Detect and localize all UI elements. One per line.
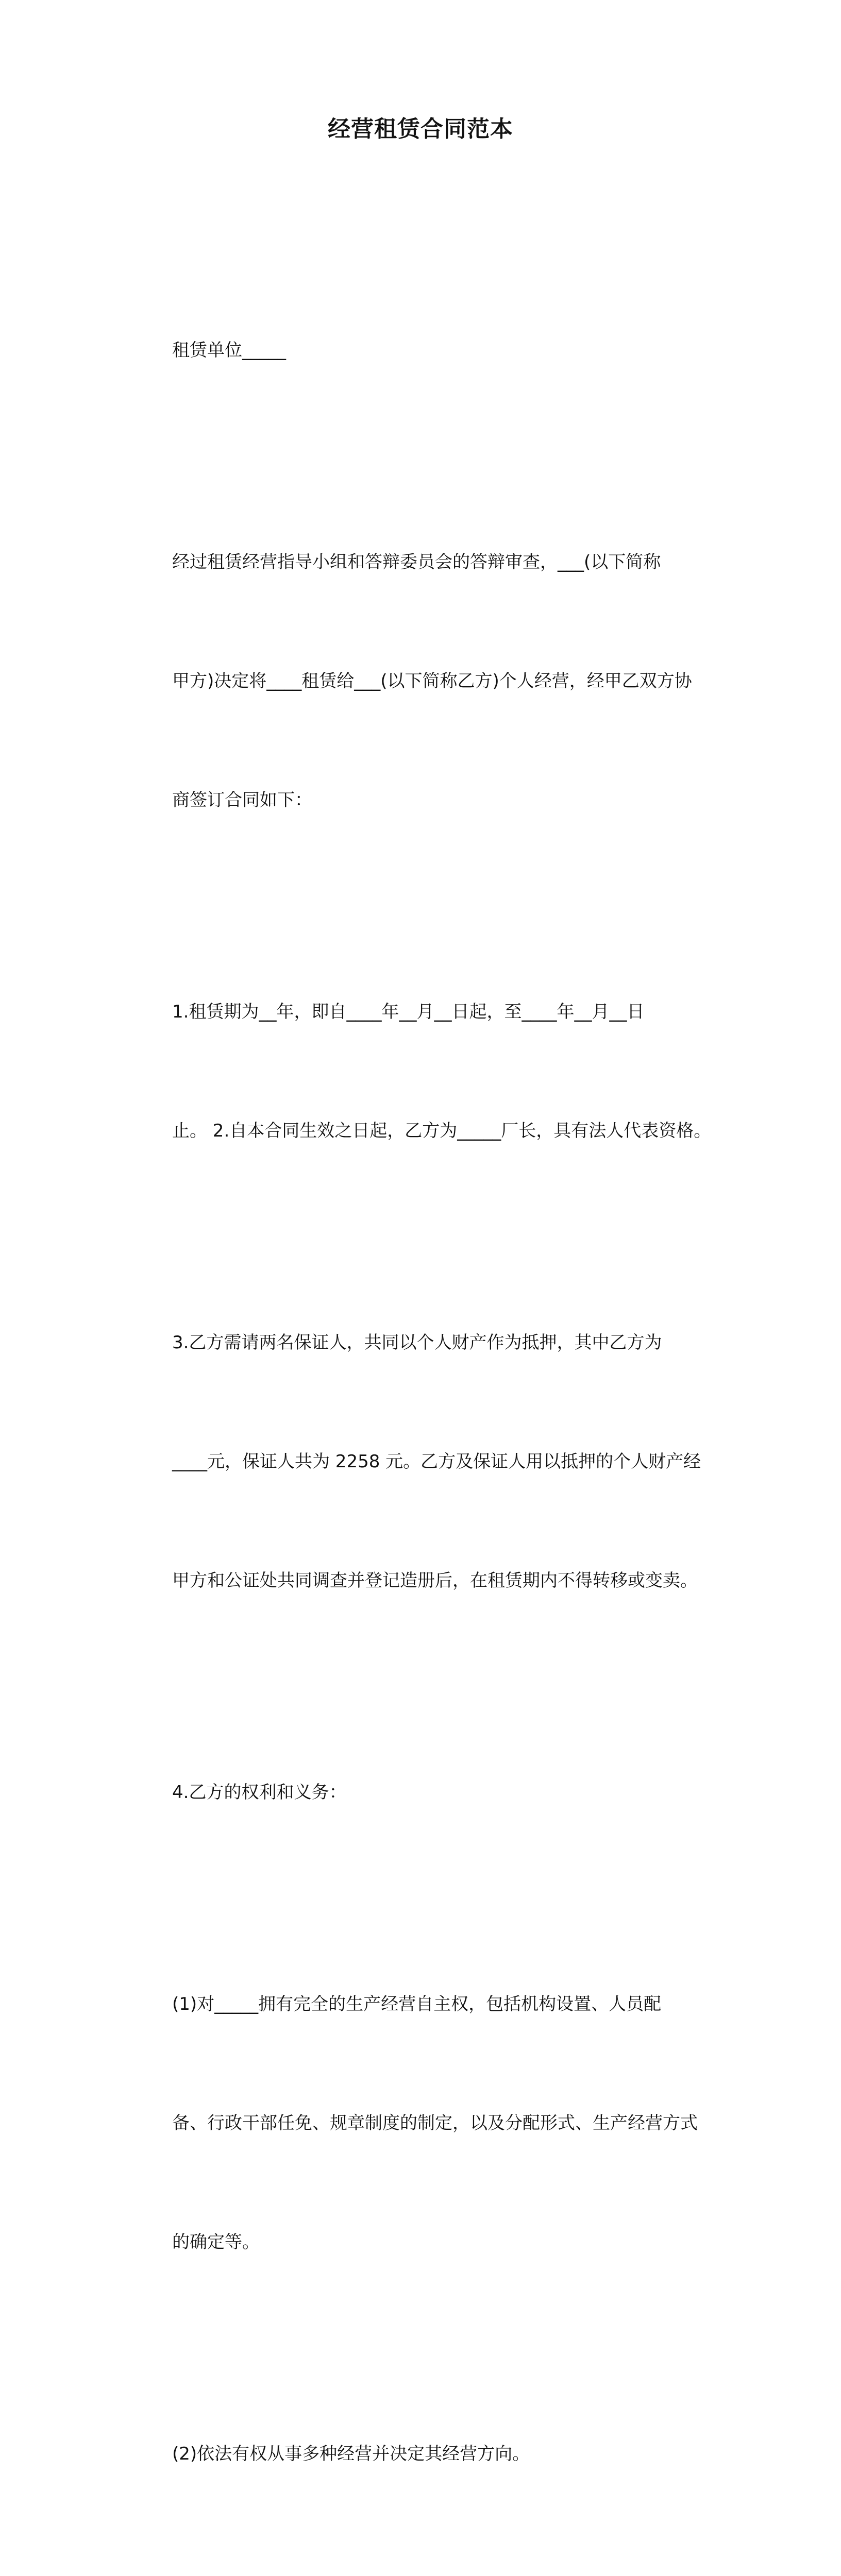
text-line: 的确定等。: [172, 2232, 260, 2252]
text-line: 经过租赁经营指导小组和答辩委员会的答辩审查，___(以下简称: [172, 552, 661, 572]
paragraph-intro: [124, 463, 716, 900]
paragraph-item-3-4: [124, 2567, 716, 2576]
text-line: ____元，保证人共为 2258 元。乙方及保证人用以抵押的个人财产经: [172, 1451, 701, 1472]
paragraph-clause-1-2: [124, 913, 716, 1230]
paragraph-lessee-unit: [124, 251, 716, 450]
text-line: (2)依法有权从事多种经营并决定其经营方向。: [172, 2444, 530, 2464]
paragraph-clause-4: [124, 1693, 716, 1892]
paragraph-item-2: [124, 2355, 716, 2553]
paragraph-item-1: [124, 1905, 716, 2342]
text-line: 备、行政干部任免、规章制度的制定，以及分配形式、生产经营方式: [172, 2113, 698, 2133]
text-line: (1)对_____拥有完全的生产经营自主权，包括机构设置、人员配: [172, 1994, 662, 2014]
text-line: 1.租赁期为__年，即自____年__月__日起，至____年__月__日: [172, 1002, 645, 1022]
text-line: 止。 2.自本合同生效之日起，乙方为_____厂长，具有法人代表资格。: [172, 1121, 712, 1141]
text-line: 甲方)决定将____租赁给___(以下简称乙方)个人经营，经甲乙双方协: [172, 671, 692, 691]
text-line: 商签订合同如下：: [172, 790, 312, 810]
text-line: 租赁单位_____: [172, 340, 286, 361]
document-title: 经营租赁合同范本: [328, 116, 513, 142]
text-line: 3.乙方需请两名保证人，共同以个人财产作为抵押，其中乙方为: [172, 1332, 662, 1353]
text-line: 4.乙方的权利和义务：: [172, 1782, 347, 1803]
document-body: [124, 251, 716, 2576]
paragraph-clause-3: [124, 1244, 716, 1680]
text-line: 甲方和公证处共同调查并登记造册后，在租赁期内不得转移或变卖。: [172, 1570, 698, 1591]
